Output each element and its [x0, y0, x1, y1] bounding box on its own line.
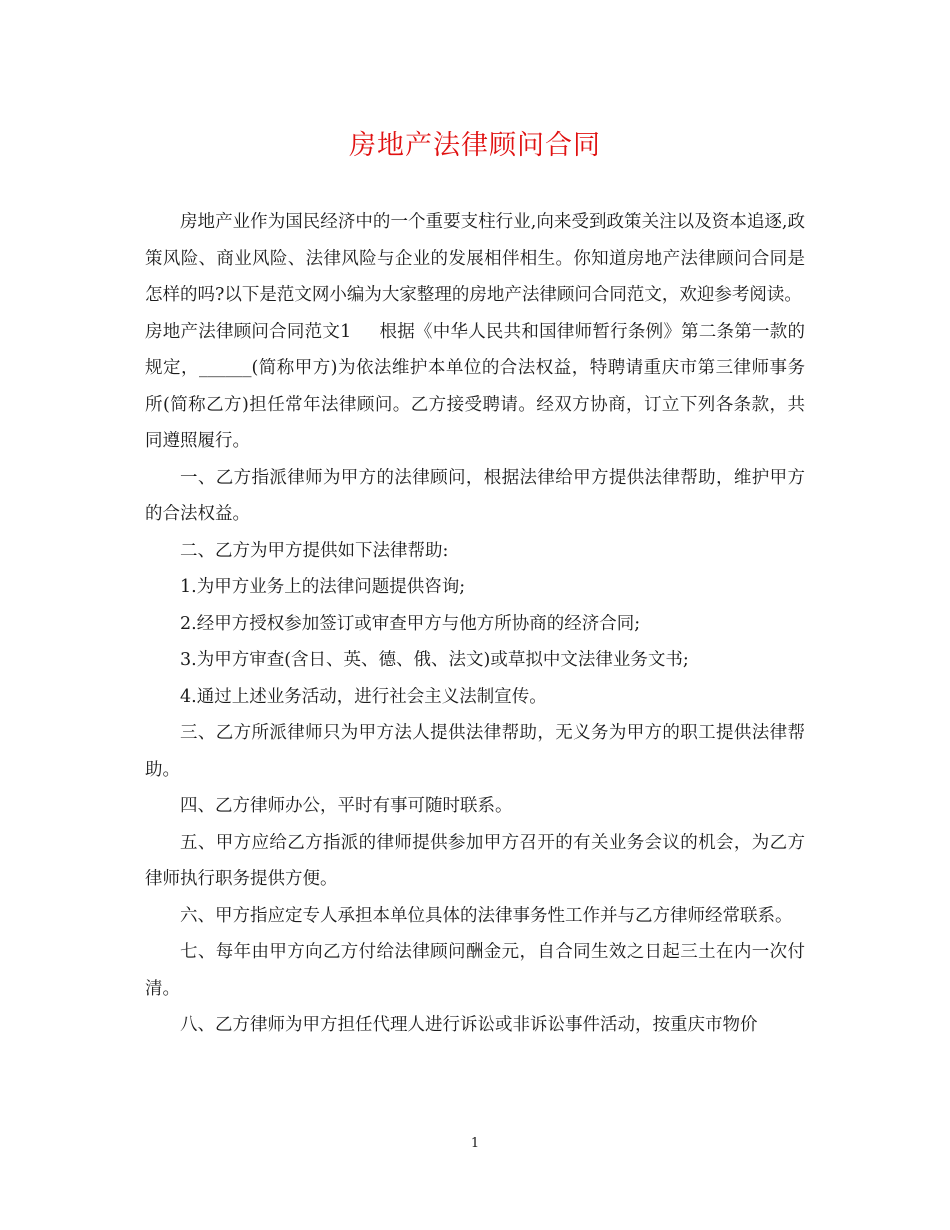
intro-paragraph: 房地产业作为国民经济中的一个重要支柱行业,向来受到政策关注以及资本追逐,政策风险、商业风险、法律风险与企业的发展相伴相生。你知道房地产法律顾问合同是怎样的吗?以下是范文网小编为大家整理的房地产法律顾问合同范文，欢迎参考阅读。: [145, 212, 805, 305]
clause-8: 八、乙方律师为甲方担任代理人进行诉讼或非诉讼事件活动，按重庆市物价: [180, 1015, 758, 1035]
sample-paragraph: [145, 314, 805, 460]
sample-opening: 根据《中华人民共和国律师暂行条例》第二条第一款的规定，______(简称甲方)为依法维护本单位的合法权益，特聘请重庆市第三律师事务所(简称乙方)担任常年法律顾问。乙方接受聘请。经双方协商，订立下列各条款，共同遵照履行。: [145, 321, 805, 451]
clause-6: 六、甲方指应定专人承担本单位具体的法律事务性工作并与乙方律师经常联系。: [180, 905, 793, 926]
document-title: 房地产法律顾问合同: [349, 130, 601, 161]
clause-3: 三、乙方所派律师只为甲方法人提供法律帮助，无义务为甲方的职工提供法律帮助。: [145, 723, 805, 780]
document-body: [145, 204, 805, 1044]
sample-heading: 房地产法律顾问合同范文1: [145, 321, 352, 342]
clause-2-item-3: 3.为甲方审查(含日、英、德、俄、法文)或草拟中文法律业务文书;: [180, 650, 689, 670]
clause-4: 四、乙方律师办公，平时有事可随时联系。: [180, 796, 513, 816]
clause-2: 二、乙方为甲方提供如下法律帮助:: [180, 540, 449, 561]
clause-7: 七、每年由甲方向乙方付给法律顾问酬金元，自合同生效之日起三土在内一次付清。: [145, 942, 805, 999]
clause-2-item-1: 1.为甲方业务上的法律问题提供咨询;: [180, 577, 466, 597]
clause-5: 五、甲方应给乙方指派的律师提供参加甲方召开的有关业务会议的机会，为乙方律师执行职务提供方便。: [145, 832, 805, 889]
clause-2-item-4: 4.通过上述业务活动，进行社会主义法制宣传。: [180, 686, 547, 707]
page-number: 1: [470, 1136, 480, 1151]
clause-1: 一、乙方指派律师为甲方的法律顾问，根据法律给甲方提供法律帮助，维护甲方的合法权益。: [145, 467, 805, 524]
clause-2-item-2: 2.经甲方授权参加签订或审查甲方与他方所协商的经济合同;: [180, 613, 641, 634]
